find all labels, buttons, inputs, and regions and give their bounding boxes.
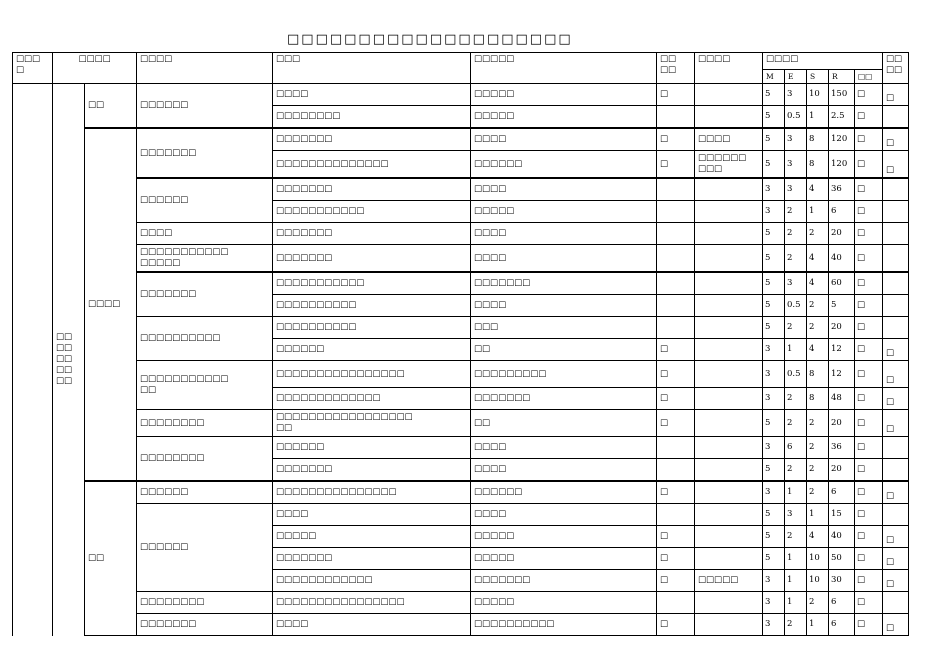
score-l-cell: □ [855,570,883,592]
score-l-cell: □ [855,614,883,636]
table-row [13,178,909,201]
activity-cell: □□□□□□□ [137,614,273,636]
score-l-cell: □ [855,459,883,482]
area-cell: □□ [85,481,137,636]
score-m-cell: 3 [763,592,785,614]
score-s-cell: 1 [807,614,829,636]
score-e-cell: 1 [785,339,807,361]
activity-cell: □□□□□□□□□□□ □□ [137,361,273,410]
control-cell [695,361,763,388]
score-s-cell: 2 [807,459,829,482]
score-e-cell: 2 [785,614,807,636]
hazard-cell: □□□□□□ [273,437,471,459]
consequence-cell: □□□□□□ [471,151,657,179]
control-cell [695,106,763,129]
table-row [13,592,909,614]
control-cell [695,245,763,273]
score-e-cell: 1 [785,548,807,570]
score-m-cell: 5 [763,84,785,106]
score-s-cell: 8 [807,151,829,179]
score-r-cell: 120 [829,128,855,151]
score-s-cell: 4 [807,272,829,295]
table-row [13,223,909,245]
score-r-cell: 120 [829,151,855,179]
score-l-cell: □ [855,245,883,273]
score-m-cell: 5 [763,295,785,317]
score-m-cell: 5 [763,151,785,179]
score-r-cell: 15 [829,504,855,526]
score-r-cell: 6 [829,614,855,636]
control-cell: □□□□□ [695,570,763,592]
hazard-cell: □□□□□□□□□□ [273,295,471,317]
score-s-cell: 4 [807,526,829,548]
activity-cell: □□□□□□ [137,84,273,129]
remarks-cell [883,178,909,201]
flag-cell [657,295,695,317]
remarks-cell: □ [883,481,909,504]
flag-cell: □ [657,388,695,410]
consequence-cell: □□ [471,339,657,361]
consequence-cell: □□□□□□□ [471,388,657,410]
table-row [13,410,909,437]
hazard-cell: □□□□□□□□□□□□□ [273,388,471,410]
activity-cell: □□□□□□□□ [137,592,273,614]
flag-cell [657,245,695,273]
flag-cell [657,178,695,201]
hazard-cell: □□□□□□□ [273,245,471,273]
remarks-cell: □ [883,548,909,570]
score-e-cell: 1 [785,570,807,592]
control-cell [695,272,763,295]
score-r-cell: 50 [829,548,855,570]
score-l-cell: □ [855,526,883,548]
remarks-cell: □ [883,570,909,592]
remarks-cell: □ [883,128,909,151]
score-l-cell: □ [855,548,883,570]
remarks-cell [883,201,909,223]
header-m: M [763,70,785,84]
score-r-cell: 6 [829,592,855,614]
document-title: □□□□□□□□□□□□□□□□□□□□ [287,32,573,47]
activity-cell: □□□□□□□ [137,128,273,178]
flag-cell: □ [657,84,695,106]
flag-cell [657,272,695,295]
score-s-cell: 4 [807,245,829,273]
score-r-cell: 36 [829,178,855,201]
flag-cell [657,437,695,459]
score-l-cell: □ [855,361,883,388]
score-e-cell: 2 [785,526,807,548]
remarks-cell [883,317,909,339]
table-row [13,504,909,526]
remarks-cell [883,504,909,526]
table-row [13,437,909,459]
flag-cell: □ [657,410,695,437]
score-m-cell: 3 [763,481,785,504]
score-e-cell: 3 [785,151,807,179]
score-e-cell: 0.5 [785,106,807,129]
score-m-cell: 5 [763,459,785,482]
consequence-cell: □□□□ [471,128,657,151]
score-r-cell: 20 [829,223,855,245]
score-r-cell: 12 [829,361,855,388]
score-m-cell: 5 [763,526,785,548]
score-e-cell: 3 [785,178,807,201]
score-l-cell: □ [855,481,883,504]
hazard-cell: □□□□□□□ [273,223,471,245]
risk-assessment-table [12,52,909,636]
score-r-cell: 12 [829,339,855,361]
table-row [13,481,909,504]
hazard-cell: □□□□□ [273,526,471,548]
score-r-cell: 36 [829,437,855,459]
score-l-cell: □ [855,84,883,106]
score-m-cell: 5 [763,106,785,129]
control-cell [695,459,763,482]
score-e-cell: 3 [785,84,807,106]
consequence-cell: □□ [471,410,657,437]
score-r-cell: 20 [829,410,855,437]
hazard-cell: □□□□□□□□□□□□□□□ [273,481,471,504]
activity-cell: □□□□□□ [137,481,273,504]
activity-cell: □□□□□□□□□□□ □□□□□ [137,245,273,273]
hazard-cell: □□□□□□□ [273,548,471,570]
remarks-cell: □ [883,410,909,437]
score-s-cell: 4 [807,178,829,201]
score-e-cell: 0.5 [785,361,807,388]
score-e-cell: 2 [785,410,807,437]
score-l-cell: □ [855,410,883,437]
score-e-cell: 2 [785,201,807,223]
control-cell [695,84,763,106]
score-s-cell: 8 [807,361,829,388]
score-e-cell: 3 [785,272,807,295]
activity-cell: □□□□□□□□□□ [137,317,273,361]
score-m-cell: 5 [763,272,785,295]
score-m-cell: 5 [763,410,785,437]
score-r-cell: 150 [829,84,855,106]
category-cell [13,84,53,636]
score-e-cell: 2 [785,459,807,482]
score-s-cell: 1 [807,106,829,129]
control-cell [695,410,763,437]
consequence-cell: □□□ [471,317,657,339]
hazard-cell: □□□□□□□□□□□ [273,272,471,295]
score-m-cell: 3 [763,388,785,410]
consequence-cell: □□□□□□□ [471,570,657,592]
score-m-cell: 3 [763,437,785,459]
activity-cell: □□□□ [137,223,273,245]
score-s-cell: 1 [807,201,829,223]
control-cell [695,614,763,636]
hazard-cell: □□□□□□□□□□□□□□ [273,151,471,179]
score-l-cell: □ [855,339,883,361]
score-r-cell: 20 [829,317,855,339]
score-m-cell: 3 [763,614,785,636]
hazard-cell: □□□□□□□□□□□□□□□□ [273,592,471,614]
flag-cell [657,201,695,223]
flag-cell [657,504,695,526]
control-cell [695,481,763,504]
header-control: □□□□ [695,53,763,84]
hazard-cell: □□□□□□□□□□□□□□□□□ □□ [273,410,471,437]
activity-cell: □□□□□□ [137,504,273,592]
score-l-cell: □ [855,437,883,459]
consequence-cell: □□□□□□ [471,481,657,504]
flag-cell: □ [657,128,695,151]
score-s-cell: 2 [807,223,829,245]
control-cell [695,317,763,339]
flag-cell: □ [657,526,695,548]
control-cell [695,295,763,317]
score-s-cell: 2 [807,481,829,504]
table-row [13,614,909,636]
header-row [13,53,909,70]
header-activity: □□□□ [137,53,273,84]
score-m-cell: 3 [763,570,785,592]
control-cell [695,548,763,570]
control-cell [695,178,763,201]
score-m-cell: 5 [763,504,785,526]
score-r-cell: 40 [829,245,855,273]
score-m-cell: 5 [763,548,785,570]
score-s-cell: 2 [807,295,829,317]
score-s-cell: 1 [807,504,829,526]
header-e: E [785,70,807,84]
activity-cell: □□□□□□□□ [137,437,273,482]
score-e-cell: 2 [785,245,807,273]
header-consequence: □□□□□ [471,53,657,84]
flag-cell: □ [657,481,695,504]
consequence-cell: □□□□□□□ [471,272,657,295]
consequence-cell: □□□□□ [471,106,657,129]
score-l-cell: □ [855,128,883,151]
score-s-cell: 10 [807,84,829,106]
activity-cell: □□□□□□□ [137,272,273,317]
score-m-cell: 3 [763,178,785,201]
activity-cell: □□□□□□ [137,178,273,223]
score-m-cell: 3 [763,339,785,361]
table-row [13,84,909,106]
remarks-cell: □ [883,614,909,636]
score-l-cell: □ [855,592,883,614]
remarks-cell [883,592,909,614]
score-r-cell: 5 [829,295,855,317]
control-cell [695,201,763,223]
consequence-cell: □□□□□□□□□ [471,361,657,388]
category-label-cell: □□ □□ □□ □□ □□ [53,84,85,636]
hazard-cell: □□□□ [273,614,471,636]
score-r-cell: 48 [829,388,855,410]
score-e-cell: 6 [785,437,807,459]
control-cell [695,339,763,361]
remarks-cell: □ [883,84,909,106]
consequence-cell: □□□□ [471,459,657,482]
score-l-cell: □ [855,317,883,339]
hazard-cell: □□□□□□□ [273,459,471,482]
score-r-cell: 40 [829,526,855,548]
hazard-cell: □□□□ [273,84,471,106]
score-e-cell: 0.5 [785,295,807,317]
header-evaluation: □□□□ [763,53,883,70]
hazard-cell: □□□□□□□□□□□ [273,201,471,223]
flag-cell: □ [657,570,695,592]
hazard-cell: □□□□□□□ [273,128,471,151]
table-row [13,245,909,273]
flag-cell: □ [657,548,695,570]
header-hazard: □□□ [273,53,471,84]
header-level: □□ [855,70,883,84]
control-cell [695,504,763,526]
flag-cell: □ [657,151,695,179]
score-r-cell: 2.5 [829,106,855,129]
score-r-cell: 30 [829,570,855,592]
consequence-cell: □□□□□ [471,592,657,614]
score-e-cell: 1 [785,481,807,504]
consequence-cell: □□□□□ [471,201,657,223]
table-row [13,128,909,151]
remarks-cell [883,245,909,273]
consequence-cell: □□□□ [471,437,657,459]
flag-cell [657,106,695,129]
hazard-cell: □□□□□□ [273,339,471,361]
score-l-cell: □ [855,295,883,317]
score-l-cell: □ [855,272,883,295]
score-m-cell: 3 [763,201,785,223]
score-r-cell: 20 [829,459,855,482]
header-flag: □□ □□ [657,53,695,84]
score-e-cell: 2 [785,223,807,245]
consequence-cell: □□□□ [471,245,657,273]
control-cell: □□□□ [695,128,763,151]
remarks-cell [883,106,909,129]
remarks-cell: □ [883,151,909,179]
remarks-cell [883,437,909,459]
score-l-cell: □ [855,151,883,179]
consequence-cell: □□□□□□□□□□ [471,614,657,636]
remarks-cell [883,459,909,482]
hazard-cell: □□□□□□□□□□ [273,317,471,339]
flag-cell [657,592,695,614]
score-e-cell: 3 [785,128,807,151]
remarks-cell [883,295,909,317]
score-s-cell: 2 [807,437,829,459]
score-e-cell: 3 [785,504,807,526]
activity-cell: □□□□□□□□ [137,410,273,437]
header-s: S [807,70,829,84]
consequence-cell: □□□□□ [471,84,657,106]
score-s-cell: 2 [807,592,829,614]
control-cell [695,592,763,614]
score-l-cell: □ [855,106,883,129]
score-e-cell: 2 [785,388,807,410]
flag-cell: □ [657,361,695,388]
table-row [13,317,909,339]
score-m-cell: 5 [763,128,785,151]
consequence-cell: □□□□□ [471,526,657,548]
consequence-cell: □□□□ [471,223,657,245]
consequence-cell: □□□□ [471,504,657,526]
table-row [13,361,909,388]
area-cell: □□ [85,84,137,129]
score-s-cell: 8 [807,388,829,410]
area-cell: □□□□ [85,128,137,481]
header-remarks: □□ □□ [883,53,909,84]
control-cell [695,437,763,459]
flag-cell [657,223,695,245]
remarks-cell: □ [883,388,909,410]
consequence-cell: □□□□ [471,178,657,201]
score-e-cell: 2 [785,317,807,339]
score-s-cell: 8 [807,128,829,151]
hazard-cell: □□□□□□□□□□□□□□□□ [273,361,471,388]
flag-cell [657,459,695,482]
remarks-cell: □ [883,526,909,548]
hazard-cell: □□□□□□□□ [273,106,471,129]
flag-cell: □ [657,339,695,361]
header-category: □□□ □ [13,53,53,84]
remarks-cell: □ [883,339,909,361]
score-s-cell: 10 [807,548,829,570]
score-r-cell: 6 [829,201,855,223]
flag-cell: □ [657,614,695,636]
score-s-cell: 4 [807,339,829,361]
score-m-cell: 5 [763,317,785,339]
table-row [13,272,909,295]
hazard-cell: □□□□□□□□□□□□ [273,570,471,592]
score-s-cell: 2 [807,410,829,437]
hazard-cell: □□□□ [273,504,471,526]
consequence-cell: □□□□ [471,295,657,317]
score-s-cell: 2 [807,317,829,339]
score-l-cell: □ [855,178,883,201]
flag-cell [657,317,695,339]
control-cell [695,223,763,245]
remarks-cell [883,272,909,295]
remarks-cell [883,223,909,245]
control-cell [695,388,763,410]
score-r-cell: 60 [829,272,855,295]
control-cell: □□□□□□ □□□ [695,151,763,179]
consequence-cell: □□□□□ [471,548,657,570]
remarks-cell: □ [883,361,909,388]
score-l-cell: □ [855,504,883,526]
score-m-cell: 5 [763,223,785,245]
score-l-cell: □ [855,388,883,410]
score-m-cell: 5 [763,245,785,273]
control-cell [695,526,763,548]
header-r: R [829,70,855,84]
header-area: □□□□ [53,53,137,84]
score-l-cell: □ [855,201,883,223]
score-m-cell: 3 [763,361,785,388]
score-r-cell: 6 [829,481,855,504]
hazard-cell: □□□□□□□ [273,178,471,201]
score-e-cell: 1 [785,592,807,614]
score-s-cell: 10 [807,570,829,592]
score-l-cell: □ [855,223,883,245]
